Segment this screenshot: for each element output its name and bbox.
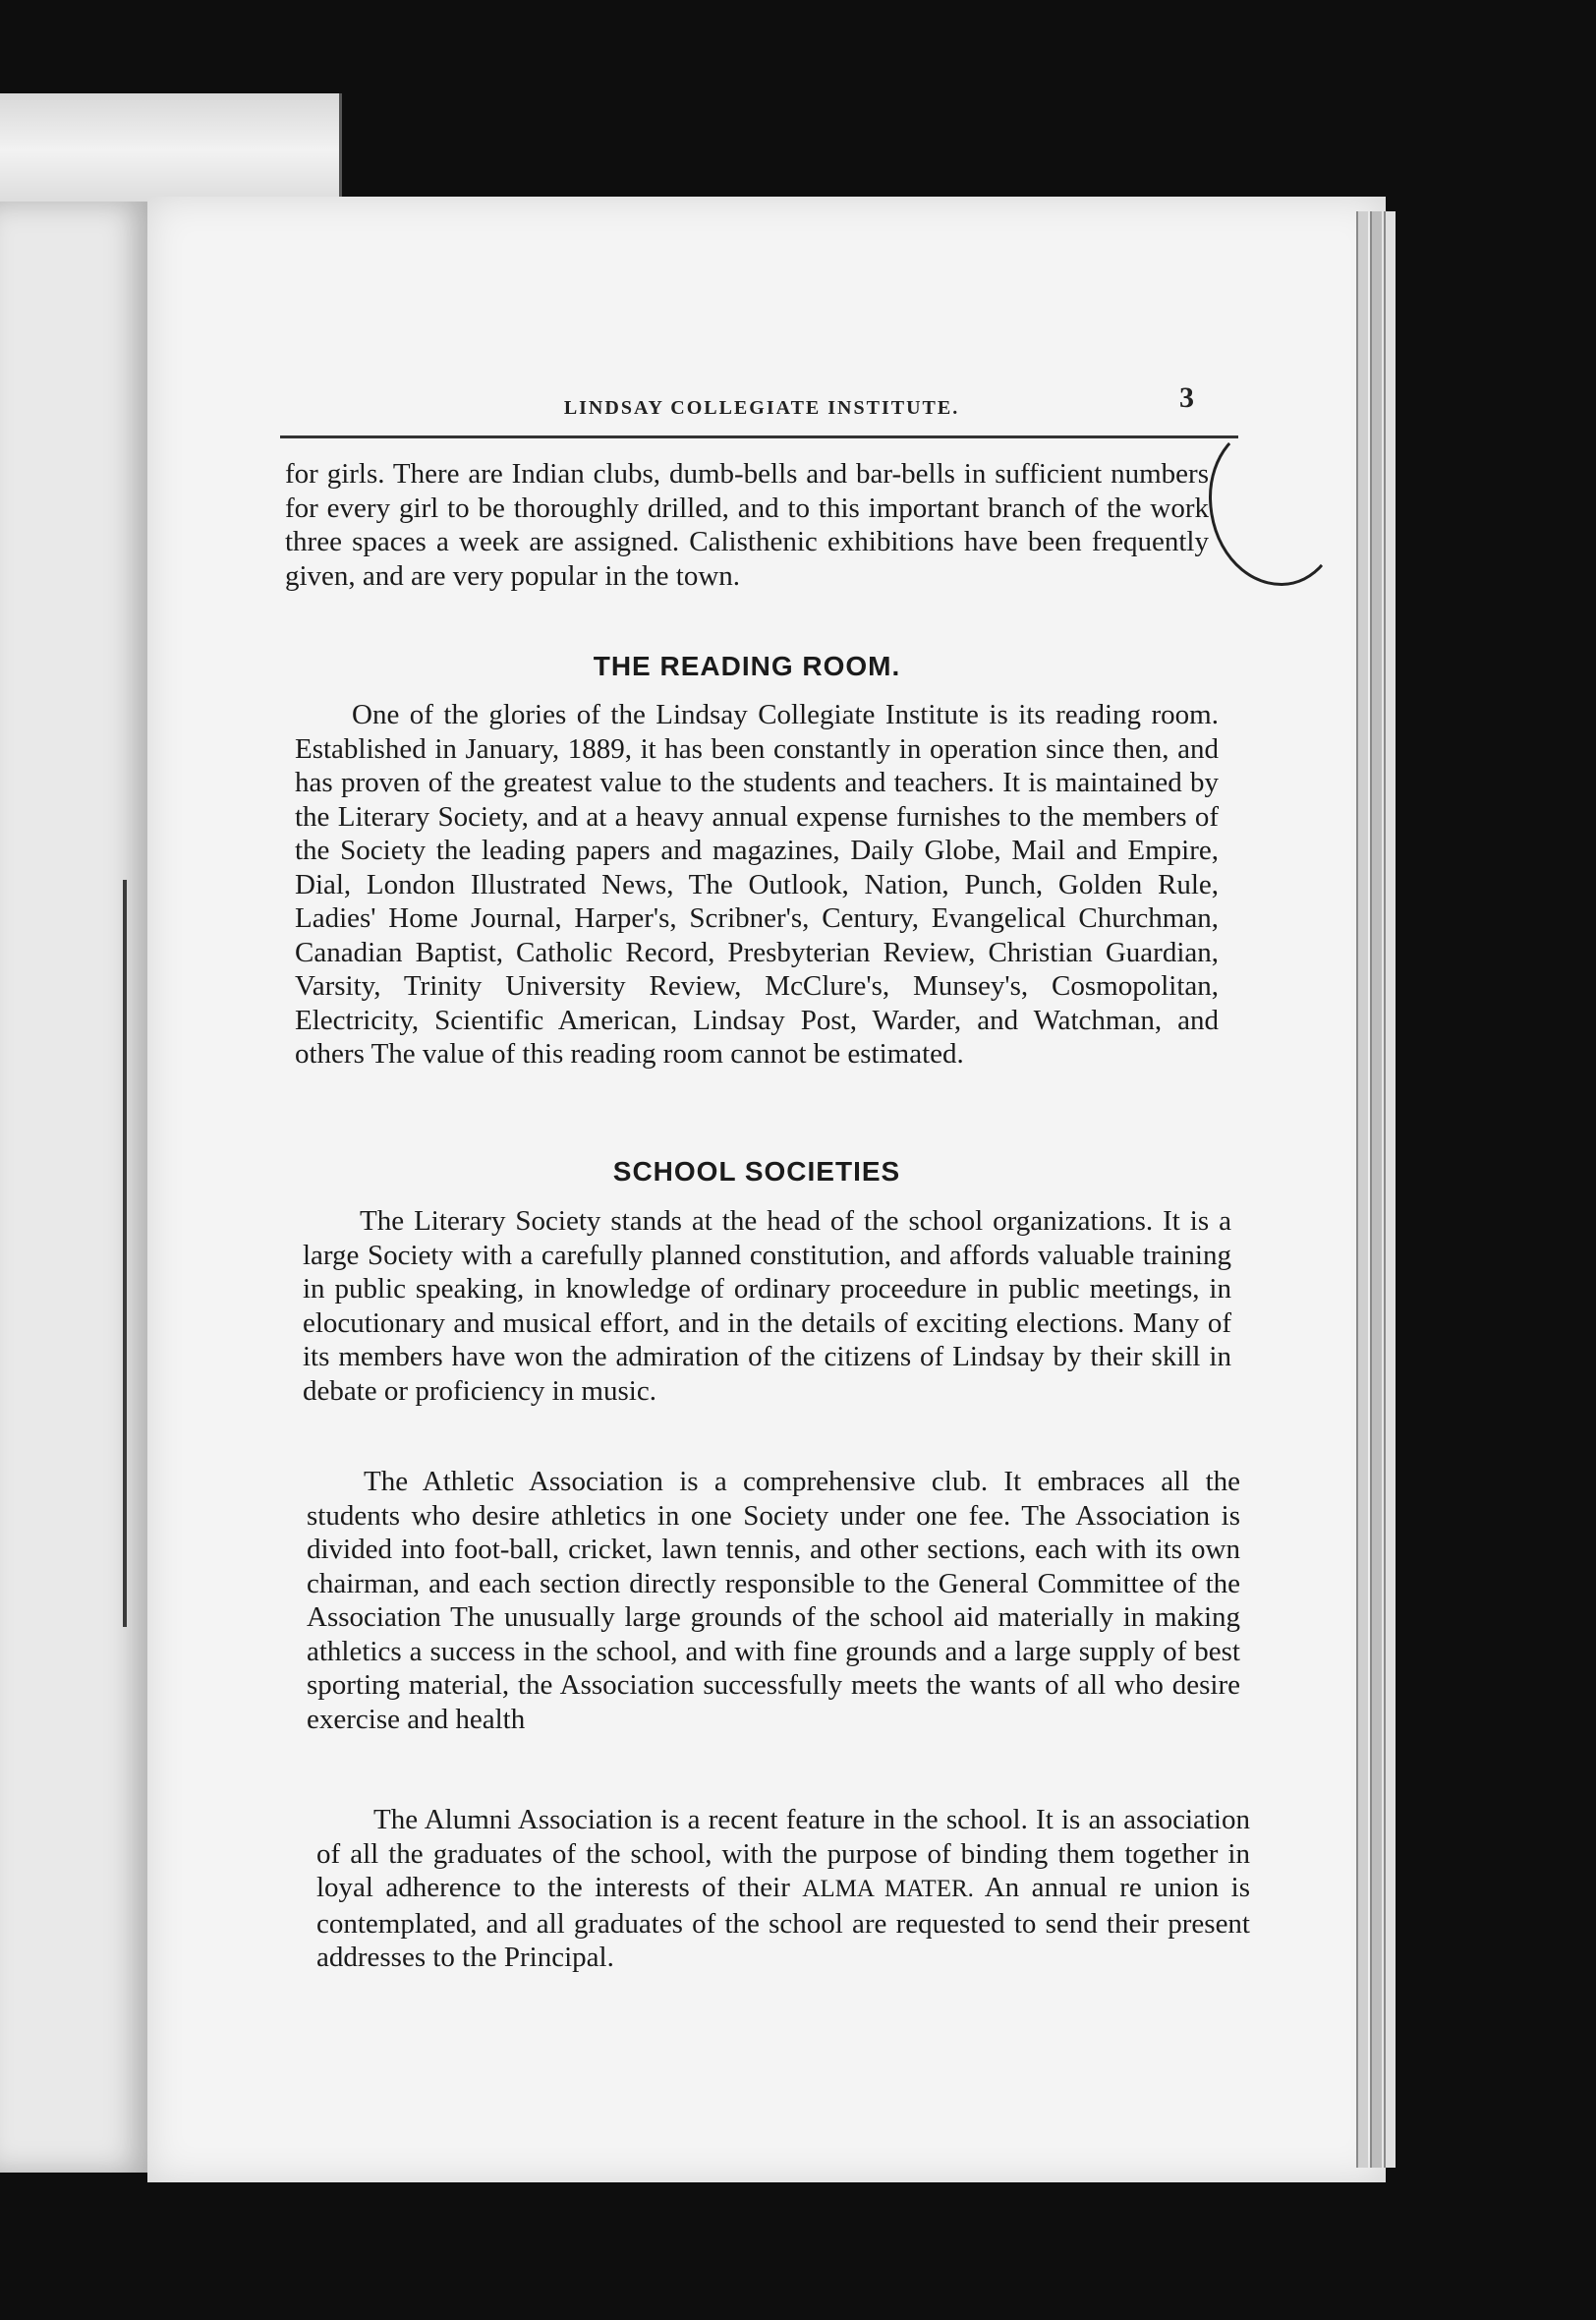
literary-society-text: The Literary Society stands at the head of the school organizations. It is a large Society with a carefully planned constitution, and affords valuable training in public speaking, in knowledge of ordinary proceedure in public meetings, in elocutionary and musical effort, and in the details of exciting elections. Many of its members have won the admiration of the citizens of Lindsay by their skill in debate or proficiency in music.	[303, 1205, 1231, 1407]
alumni-text-after: An annual re union is contemplated, and all graduates of the school are requested to send their present addresses to the Principal.	[316, 1872, 1251, 1973]
intro-paragraph	[285, 457, 1209, 593]
page-edge	[1384, 211, 1396, 2168]
page-edge	[1370, 211, 1382, 2168]
reading-room-text: One of the glories of the Lindsay Collegiate Institute is its reading room. Established in January, 1889, it has been constantly in operation since then, and has proven of the greatest value to the students and teachers. It is maintained by the Literary Society, and at a heavy annual expense furnishes to the members of the Society the leading papers and magazines, Daily Globe, Mail and Empire, Dial, London Illustrated News, The Outlook, Nation, Punch, Golden Rule, Ladies' Home Journal, Harper's, Scribner's, Century, Evangelical Churchman, Canadian Baptist, Catholic Record, Presbyterian Review, Christian Guardian, Varsity, Trinity University Review, McClure's, Munsey's, Cosmopolitan, Electricity, Scientific American, Lindsay Post, Warder, and Watchman, and others The value of this reading room cannot be estimated.	[295, 699, 1219, 1070]
page-number: 3	[1179, 381, 1194, 414]
alumni-association-paragraph	[316, 1803, 1250, 1975]
facing-page	[0, 202, 152, 2173]
reading-room-paragraph	[295, 698, 1219, 1072]
literary-society-paragraph	[303, 1204, 1231, 1408]
alumni-text-before: The Alumni Association is a recent feature in the school. It is an association of all the graduates of the school, with the purpose of binding them together in loyal adherence to the interests of their	[316, 1804, 1250, 1903]
page-edge	[1356, 211, 1368, 2168]
school-societies-heading: SCHOOL SOCIETIES	[612, 1156, 901, 1187]
margin-rule	[123, 880, 127, 1627]
reading-room-heading: THE READING ROOM.	[593, 651, 901, 681]
athletic-association-text: The Athletic Association is a comprehensive club. It embraces all the students who desire athletics in one Society under one fee. The Association is divided into foot-ball, cricket, lawn tennis, and other sections, each with its own chairman, and each section directly responsible to the General Committee of the Association The unusually large grounds of the school aid materially in making athletics a success in the school, and with fine grounds and a large supply of best sporting material, the Association successfully meets the wants of all who desire exercise and health	[307, 1466, 1240, 1735]
running-head: LINDSAY COLLEGIATE INSTITUTE.	[563, 397, 960, 419]
header-rule	[280, 435, 1238, 438]
alma-mater: ALMA MATER.	[802, 1876, 974, 1902]
intro-text: for girls. There are Indian clubs, dumb-bells and bar-bells in sufficient numbers for every girl to be thoroughly drilled, and to this important branch of the work three spaces a week are assigned. Calisthenic exhibitions have been frequently given, and are very popular in the town.	[285, 458, 1209, 592]
alumni-association-text	[316, 1803, 1250, 1975]
athletic-association-paragraph	[307, 1465, 1240, 1736]
